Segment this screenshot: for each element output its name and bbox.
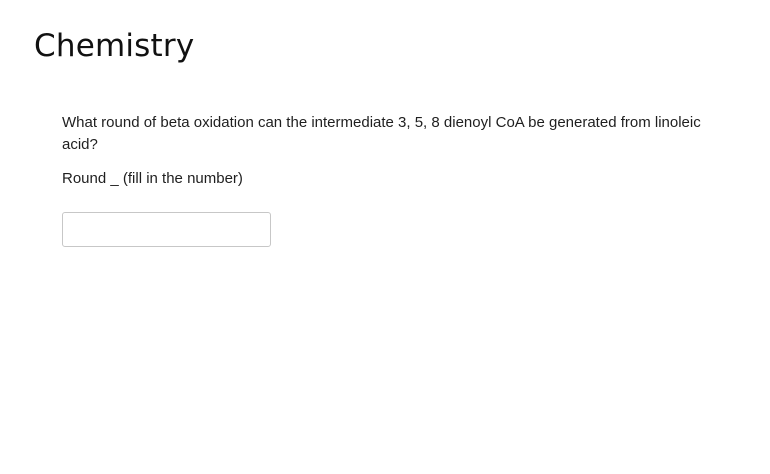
answer-input[interactable] xyxy=(62,212,271,247)
question-hint: Round _ (fill in the number) xyxy=(62,170,243,187)
question-body xyxy=(62,112,712,190)
page-title: Chemistry xyxy=(34,28,195,64)
question-text: What round of beta oxidation can the intermediate 3, 5, 8 dienoyl CoA be generated from linoleic acid? xyxy=(62,114,701,153)
